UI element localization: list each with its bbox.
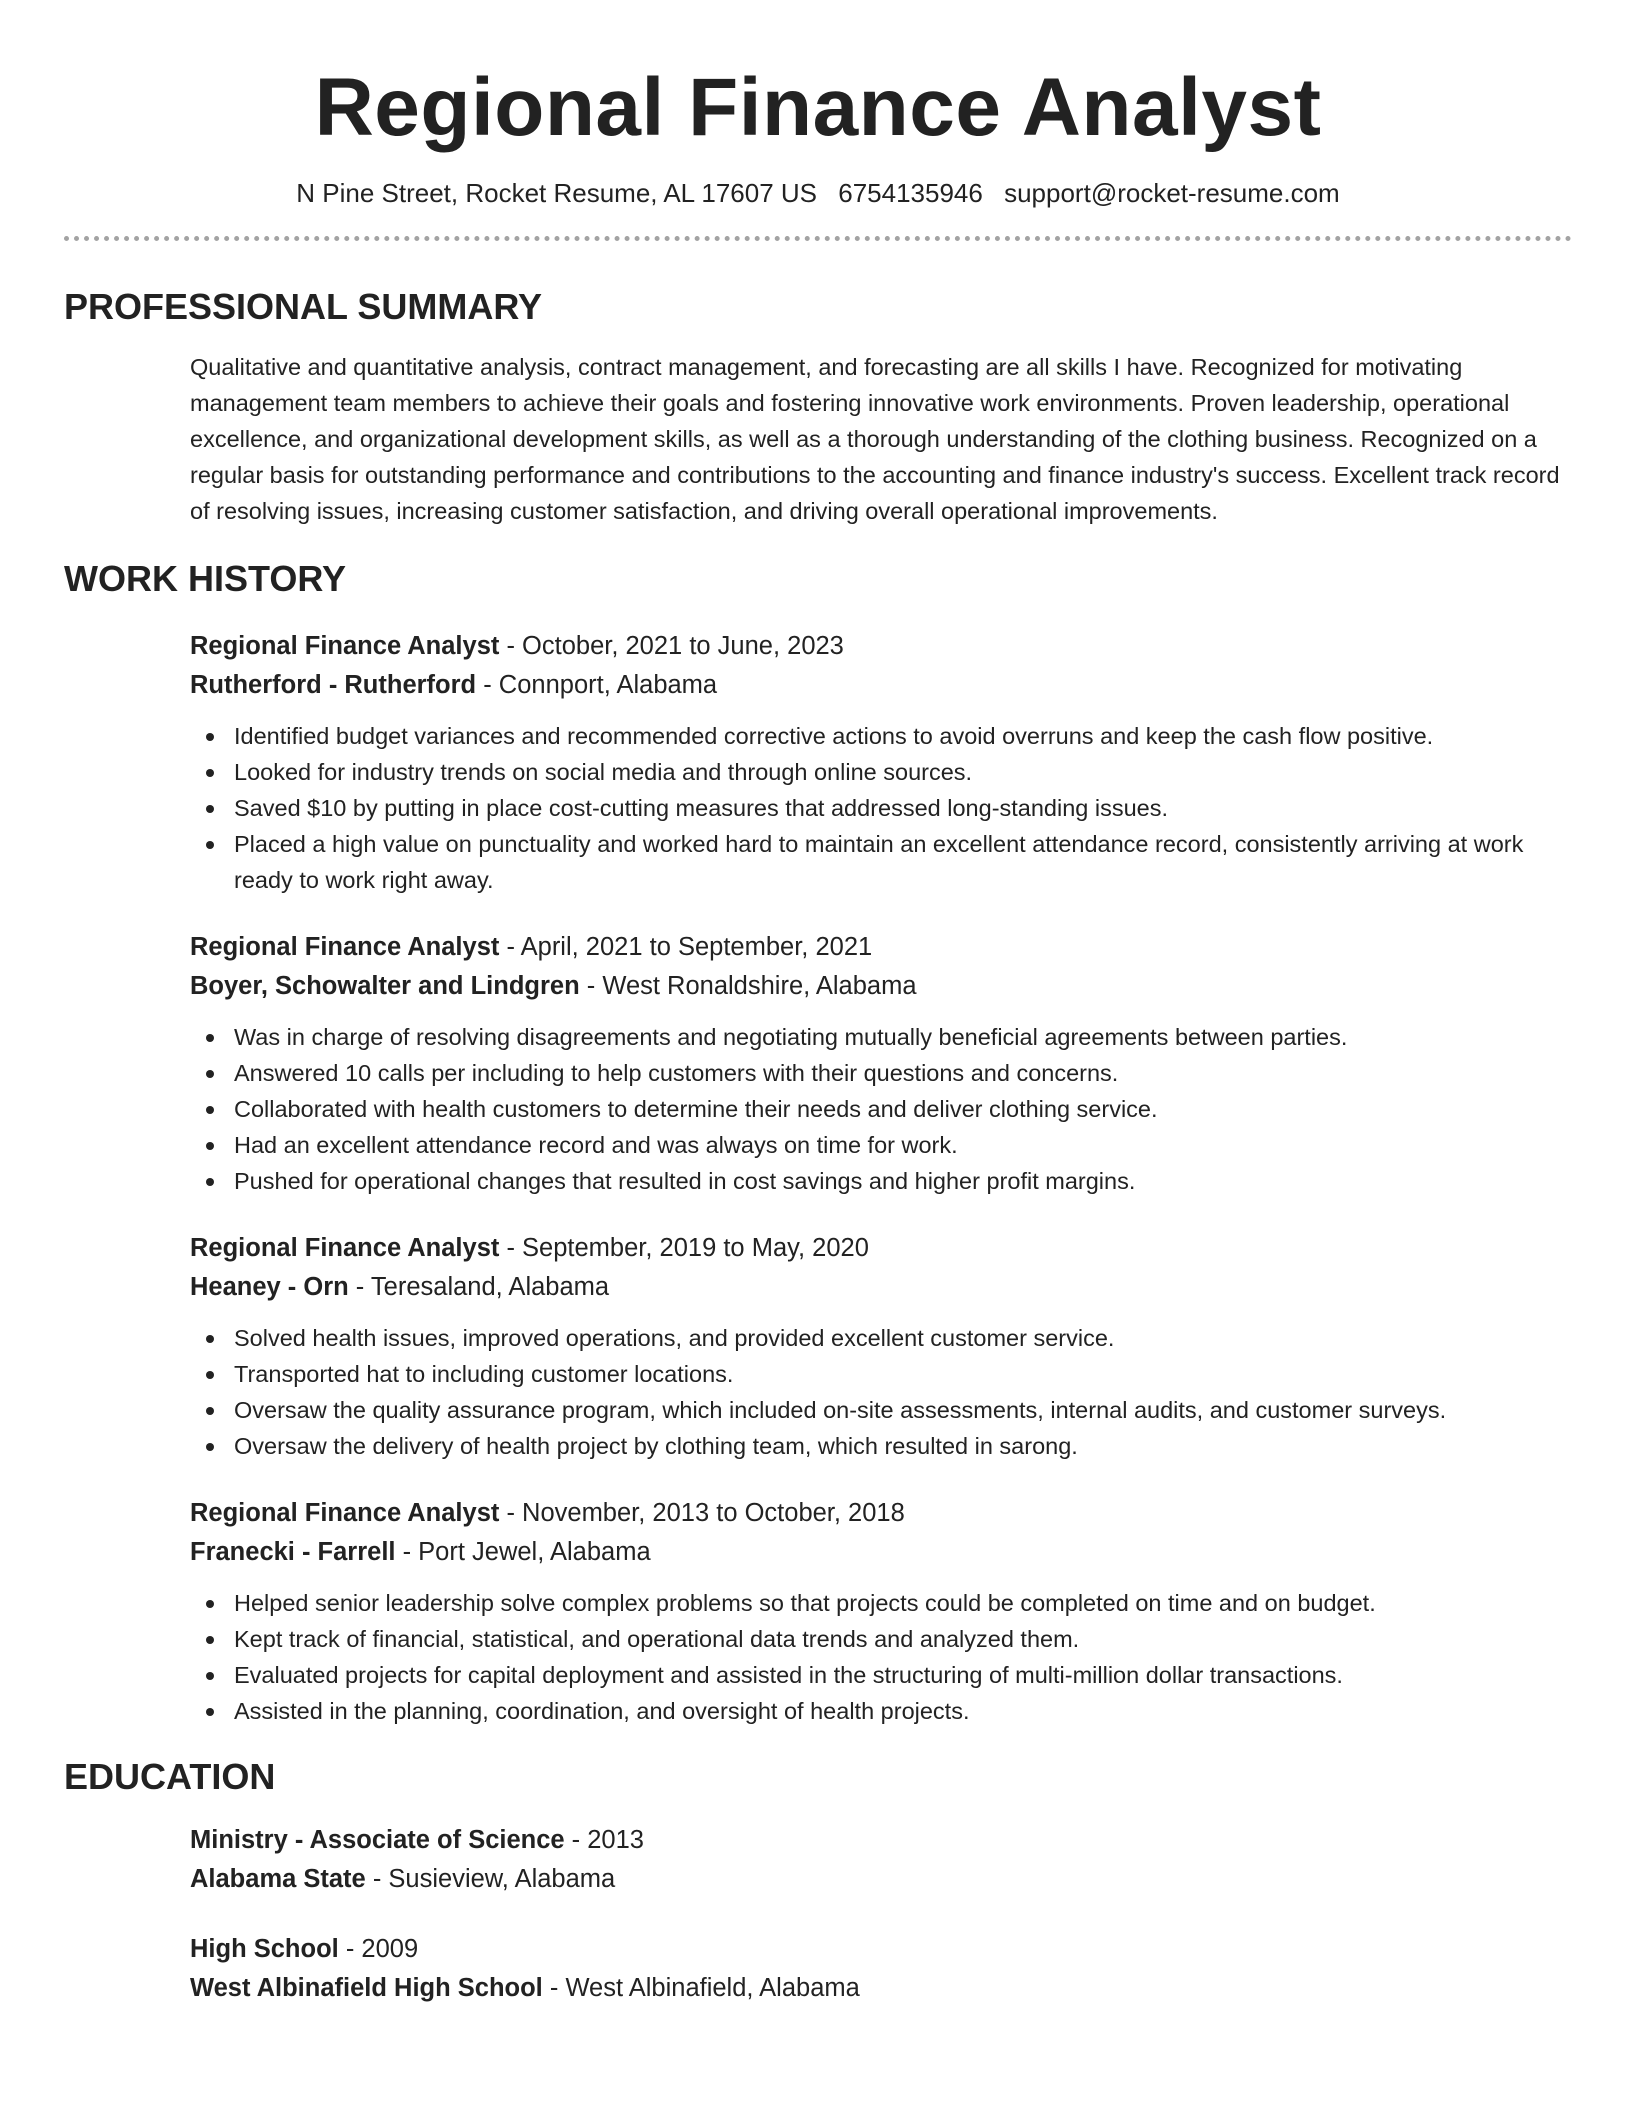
job-bullets <box>190 1019 1572 1199</box>
job-bullet: Kept track of financial, statistical, and operational data trends and analyzed them. <box>190 1621 1572 1657</box>
contact-phone: 6754135946 <box>838 178 983 208</box>
contact-line <box>64 176 1572 210</box>
job-role: Regional Finance Analyst <box>190 933 500 961</box>
job-dates: - April, 2021 to September, 2021 <box>499 933 873 961</box>
job-title-line <box>190 928 1572 967</box>
job-company-line <box>190 1533 1572 1572</box>
summary-text: Qualitative and quantitative analysis, contract management, and forecasting are all skills I have. Recognized for motivating management team members to achieve their goals and fostering innovative work environments. Proven leadership, operational excellence, and organizational development skills, as well as a thorough understanding of the clothing business. Recognized on a regular basis for outstanding performance and contributions to the accounting and finance industry's success. Excellent track record of resolving issues, increasing customer satisfaction, and driving overall operational improvements. <box>190 354 1560 524</box>
job-location: - Connport, Alabama <box>476 671 718 699</box>
education-degree-line <box>190 1930 1572 1969</box>
education-entry <box>190 1821 1572 1899</box>
job-company-line <box>190 1268 1572 1307</box>
contact-address: N Pine Street, Rocket Resume, AL 17607 US <box>296 178 818 208</box>
job-entry <box>190 1229 1572 1464</box>
summary-heading: PROFESSIONAL SUMMARY <box>64 286 543 327</box>
education-location: - Susieview, Alabama <box>365 1865 616 1893</box>
job-bullet: Solved health issues, improved operations, and provided excellent customer service. <box>190 1320 1572 1356</box>
job-bullet: Oversaw the quality assurance program, which included on-site assessments, internal audits, and customer surveys. <box>190 1392 1572 1428</box>
job-bullet: Pushed for operational changes that resulted in cost savings and higher profit margins. <box>190 1163 1572 1199</box>
job-role: Regional Finance Analyst <box>190 632 500 660</box>
resume-page <box>64 0 1572 2008</box>
job-title-line <box>190 1494 1572 1533</box>
header-divider <box>64 236 1572 241</box>
job-title-line <box>190 627 1572 666</box>
education-school: West Albinafield High School <box>190 1974 543 2002</box>
job-bullet: Had an excellent attendance record and was always on time for work. <box>190 1127 1572 1163</box>
job-location: - Port Jewel, Alabama <box>395 1538 651 1566</box>
education-entry <box>190 1930 1572 2008</box>
job-company: Franecki - Farrell <box>190 1538 396 1566</box>
job-bullet: Placed a high value on punctuality and worked hard to maintain an excellent attendance record, consistently arriving at work ready to work right away. <box>190 826 1572 898</box>
job-role: Regional Finance Analyst <box>190 1234 500 1262</box>
job-bullet: Oversaw the delivery of health project by clothing team, which resulted in sarong. <box>190 1428 1572 1464</box>
job-location: - Teresaland, Alabama <box>348 1273 610 1301</box>
job-dates: - November, 2013 to October, 2018 <box>499 1499 905 1527</box>
job-dates: - September, 2019 to May, 2020 <box>499 1234 869 1262</box>
job-company: Boyer, Schowalter and Lindgren <box>190 972 580 1000</box>
education-school: Alabama State <box>190 1865 366 1893</box>
education-degree-line <box>190 1821 1572 1860</box>
job-company-line <box>190 666 1572 705</box>
resume-name: Regional Finance Analyst <box>314 62 1322 153</box>
job-bullet: Identified budget variances and recommended corrective actions to avoid overruns and keep the cash flow positive. <box>190 718 1572 754</box>
education-heading: EDUCATION <box>64 1756 276 1797</box>
education-year: - 2013 <box>564 1826 644 1854</box>
job-bullet: Answered 10 calls per including to help customers with their questions and concerns. <box>190 1055 1572 1091</box>
job-bullets <box>190 718 1572 898</box>
education-location: - West Albinafield, Alabama <box>542 1974 860 2002</box>
work-history-heading: WORK HISTORY <box>64 558 347 599</box>
job-entry <box>190 1494 1572 1729</box>
contact-email: support@rocket-resume.com <box>1004 178 1340 208</box>
job-title-line <box>190 1229 1572 1268</box>
job-company-line <box>190 967 1572 1006</box>
education-degree: Ministry - Associate of Science <box>190 1826 565 1854</box>
job-bullet: Was in charge of resolving disagreements and negotiating mutually beneficial agreements between parties. <box>190 1019 1572 1055</box>
job-bullet: Transported hat to including customer locations. <box>190 1356 1572 1392</box>
job-bullet: Assisted in the planning, coordination, and oversight of health projects. <box>190 1693 1572 1729</box>
job-location: - West Ronaldshire, Alabama <box>579 972 917 1000</box>
job-bullets <box>190 1320 1572 1464</box>
education-school-line <box>190 1860 1572 1899</box>
job-company: Heaney - Orn <box>190 1273 349 1301</box>
job-role: Regional Finance Analyst <box>190 1499 500 1527</box>
education-degree: High School <box>190 1935 339 1963</box>
job-dates: - October, 2021 to June, 2023 <box>499 632 844 660</box>
education-school-line <box>190 1969 1572 2008</box>
job-company: Rutherford - Rutherford <box>190 671 477 699</box>
job-entry <box>190 627 1572 898</box>
education-year: - 2009 <box>338 1935 419 1963</box>
job-bullet: Saved $10 by putting in place cost-cutting measures that addressed long-standing issues. <box>190 790 1572 826</box>
job-entry <box>190 928 1572 1199</box>
job-bullets <box>190 1585 1572 1729</box>
job-bullet: Helped senior leadership solve complex problems so that projects could be completed on time and on budget. <box>190 1585 1572 1621</box>
job-bullet: Looked for industry trends on social media and through online sources. <box>190 754 1572 790</box>
job-bullet: Collaborated with health customers to determine their needs and deliver clothing service. <box>190 1091 1572 1127</box>
job-bullet: Evaluated projects for capital deployment and assisted in the structuring of multi-million dollar transactions. <box>190 1657 1572 1693</box>
